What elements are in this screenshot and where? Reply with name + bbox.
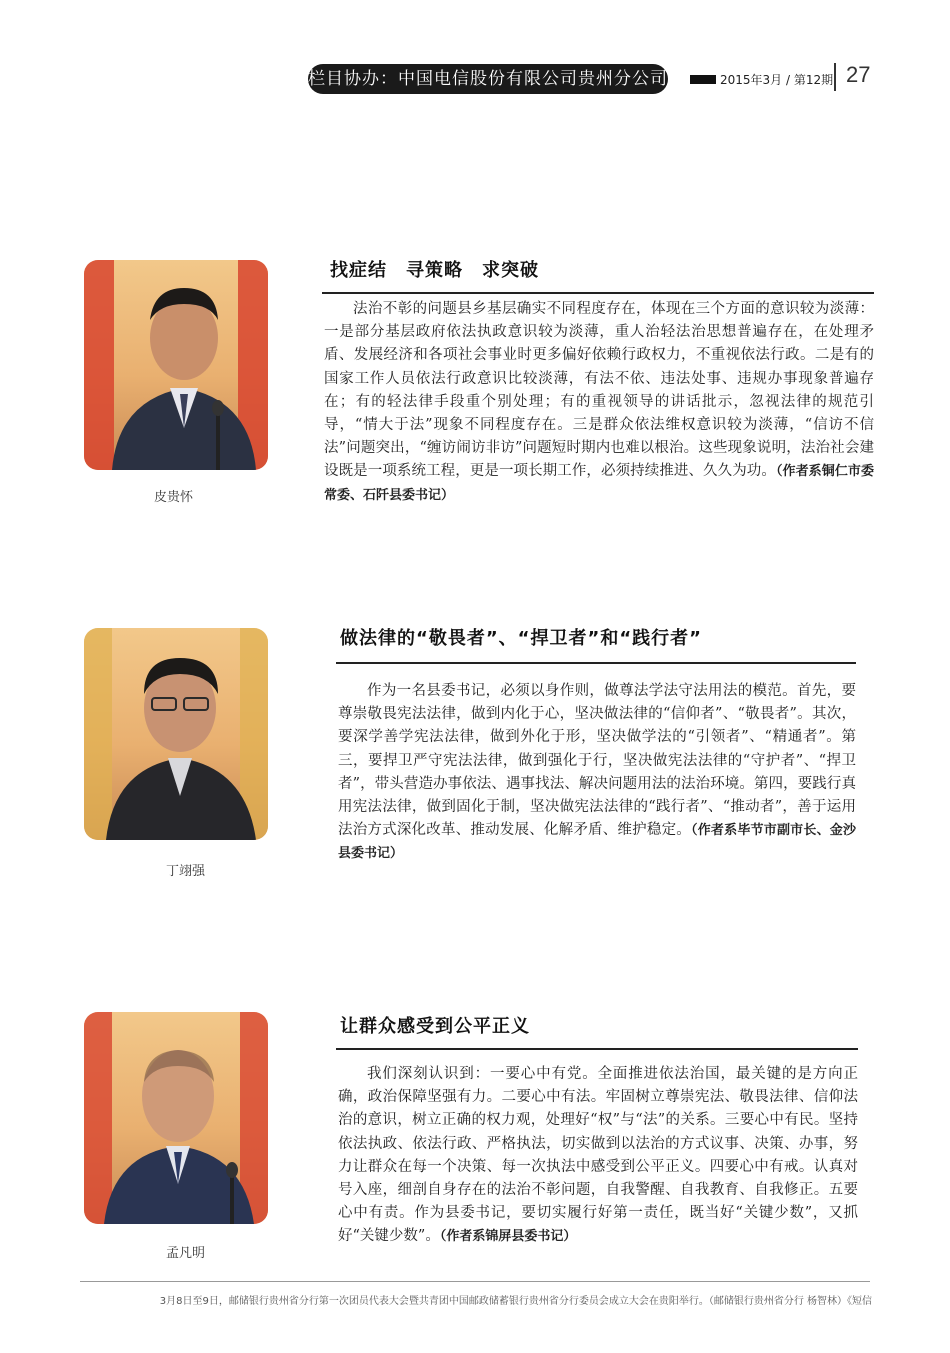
title-rule-3 <box>336 1048 858 1050</box>
portrait-caption-3: 孟凡明 <box>166 1246 206 1261</box>
author-byline-3: （作者系锦屏县委书记） <box>439 1229 577 1245</box>
title-rule-1 <box>322 292 874 294</box>
article-text-3: 我们深刻认识到：一要心中有党。全面推进依法治国，最关键的是方向正确，政治保障坚强有力。二要心中有法。牢固树立尊崇宪法、敬畏法律、信仰法治的意识，树立正确的权力观，处理好“权”与“法”的关系。三要心中有民。坚持依法执政、依法行政、严格执法，切实做到以法治的方式议事、决策、办事，努力让群众在每一个决策、每一次执法中感受到公平正义。四要心中有戒。认真对号入座，细剖自身存在的法治不彰问题，自我警醒、自我教育、自我修正。五要心中有责。作为县委书记，要切实履行好第一责任，既当好“关键少数”，又抓好“关键少数”。 <box>338 1066 858 1245</box>
header-divider <box>834 63 836 91</box>
column-sponsor-banner: 栏目协办：中国电信股份有限公司贵州分公司 <box>308 64 668 94</box>
portrait-photo-1 <box>84 260 268 470</box>
magazine-logo-icon <box>690 75 716 84</box>
title-rule-2 <box>336 662 856 664</box>
issue-info <box>690 68 833 90</box>
portrait-photo-3 <box>84 1012 268 1224</box>
portrait-caption-2: 丁翊强 <box>166 864 206 879</box>
article-text-2: 作为一名县委书记，必须以身作则，做尊法学法守法用法的模范。首先，要尊崇敬畏宪法法律，做到内化于心，坚决做法律的“信仰者”、“敬畏者”。其次，要深学善学宪法法律，做到外化于形，坚决做学法的“引领者”、“精通者”。第三，要捍卫严守宪法法律，做到强化于行，坚决做宪法法律的“守护者”、“捍卫者”，带头营造办事依法、遇事找法、解决问题用法的法治环境。第四，要践行真用宪法法律，做到固化于制，坚决做宪法法律的“践行者”、“推动者”，善于运用法治方式深化改革、推动发展、化解矛盾、维护稳定。 <box>338 683 856 839</box>
article-title-1: 找症结 寻策略 求突破 <box>330 260 539 281</box>
article-body-2 <box>338 680 856 866</box>
issue-label: 2015年3月 / 第12期 <box>720 72 834 87</box>
portrait-illustration <box>84 1012 268 1224</box>
portrait-caption-1: 皮贵怀 <box>154 490 194 505</box>
article-title-2: 做法律的“敬畏者”、“捍卫者”和“践行者” <box>340 628 702 649</box>
article-body-3 <box>338 1063 858 1249</box>
page-number: 27 <box>846 62 871 87</box>
article-body-1 <box>324 298 874 507</box>
portrait-photo-2 <box>84 628 268 840</box>
portrait-illustration <box>84 260 268 470</box>
author-byline-1: （作者系铜仁市委常委、石阡县委书记） <box>324 464 874 503</box>
article-title-3: 让群众感受到公平正义 <box>340 1016 530 1037</box>
author-byline-2: （作者系毕节市副市长、金沙县委书记） <box>338 823 856 862</box>
footer-divider <box>80 1281 870 1282</box>
footer-news-ticker: 3月8日至9日，邮储银行贵州省分行第一次团员代表大会暨共青团中国邮政储蓄银行贵州省分行委员会成立大会在贵阳举行。（邮储银行贵州省分行 杨智林）《短信 <box>159 1296 872 1307</box>
portrait-illustration <box>84 628 268 840</box>
article-text-1: 法治不彰的问题县乡基层确实不同程度存在，体现在三个方面的意识较为淡薄：一是部分基层政府依法执政意识较为淡薄，重人治轻法治思想普遍存在，在处理矛盾、发展经济和各项社会事业时更多偏好依赖行政权力，不重视依法行政。二是有的国家工作人员依法行政意识比较淡薄，有法不依、违法处事、违规办事现象普遍存在；有的轻法律手段重个别处理；有的重视领导的讲话批示，忽视法律的规范引导，“情大于法”现象不同程度存在。三是群众依法维权意识较为淡薄，“信访不信法”问题突出，“缠访闹访非访”问题短时期内也难以根治。这些现象说明，法治社会建设既是一项系统工程，更是一项长期工作，必须持续推进、久久为功。 <box>324 301 874 480</box>
